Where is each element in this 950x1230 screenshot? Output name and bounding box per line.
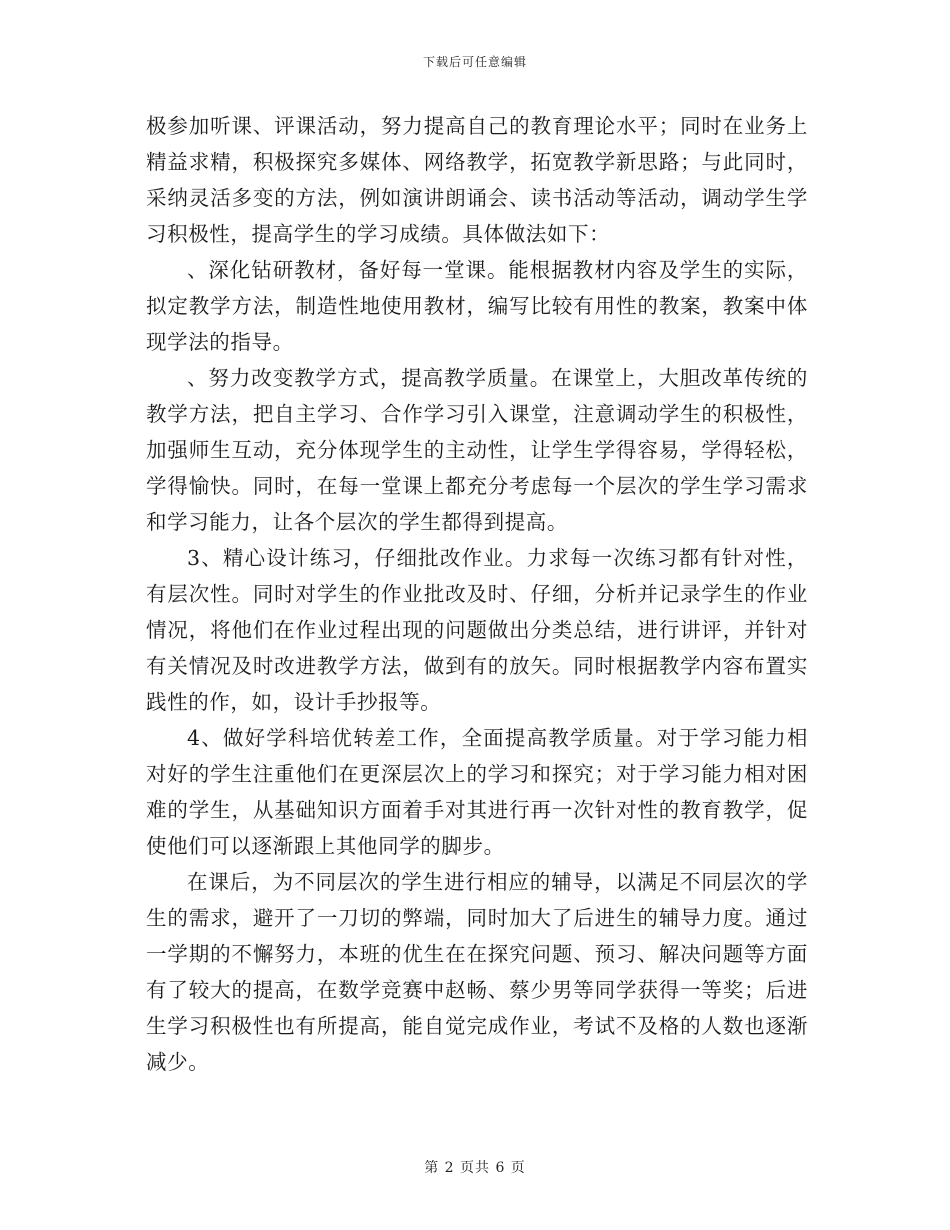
paragraph-item-3: 3、精心设计练习，仔细批改作业。力求每一次练习都有针对性，有层次性。同时对学生的作业批改及时、仔细，分析并记录学生的作业情况，将他们在作业过程出现的问题做出分类总结，进行讲评，并针对有关情况及时改进教学方法，做到有的放矢。同时根据教学内容布置实践性的作，如，设计手抄报等。 [146,546,808,714]
paragraph-after-class: 在课后，为不同层次的学生进行相应的辅导，以满足不同层次的学生的需求，避开了一刀切的弊端，同时加大了后进生的辅导力度。通过一学期的不懈努力，本班的优生在在探究问题、预习、解决问题等方面有了较大的提高，在数学竞赛中赵畅、蔡少男等同学获得一等奖；后进生学习积极性也有所提高，能自觉完成作业，考试不及格的人数也逐渐减少。 [146,870,808,1074]
page-footer: 第 2 页共 6 页 [424,1160,526,1176]
page-header: 下载后可任意编辑 [422,55,527,69]
paragraph-item-2: 、努力改变教学方式，提高教学质量。在课堂上，大胆改革传统的教学方法，把自主学习、合作学习引入课堂，注意调动学生的积极性，加强师生互动，充分体现学生的主动性，让学生学得容易，学得轻松，学得愉快。同时，在每一堂课上都充分考虑每一个层次的学生学习需求和学习能力，让各个层次的学生都得到提高。 [146,366,808,534]
paragraph-item-1: 、深化钻研教材，备好每一堂课。能根据教材内容及学生的实际，拟定教学方法，制造性地使用教材，编写比较有用性的教案，教案中体现学法的指导。 [146,258,808,354]
document-body [146,108,808,1080]
paragraph-continuation: 极参加听课、评课活动，努力提高自己的教育理论水平；同时在业务上精益求精，积极探究多媒体、网络教学，拓宽教学新思路；与此同时，采纳灵活多变的方法，例如演讲朗诵会、读书活动等活动，调动学生学习积极性，提高学生的学习成绩。具体做法如下： [146,114,808,246]
paragraph-item-4: 4、做好学科培优转差工作，全面提高教学质量。对于学习能力相对好的学生注重他们在更深层次上的学习和探究；对于学习能力相对困难的学生，从基础知识方面着手对其进行再一次针对性的教育教学，促使他们可以逐渐跟上其他同学的脚步。 [146,726,808,858]
